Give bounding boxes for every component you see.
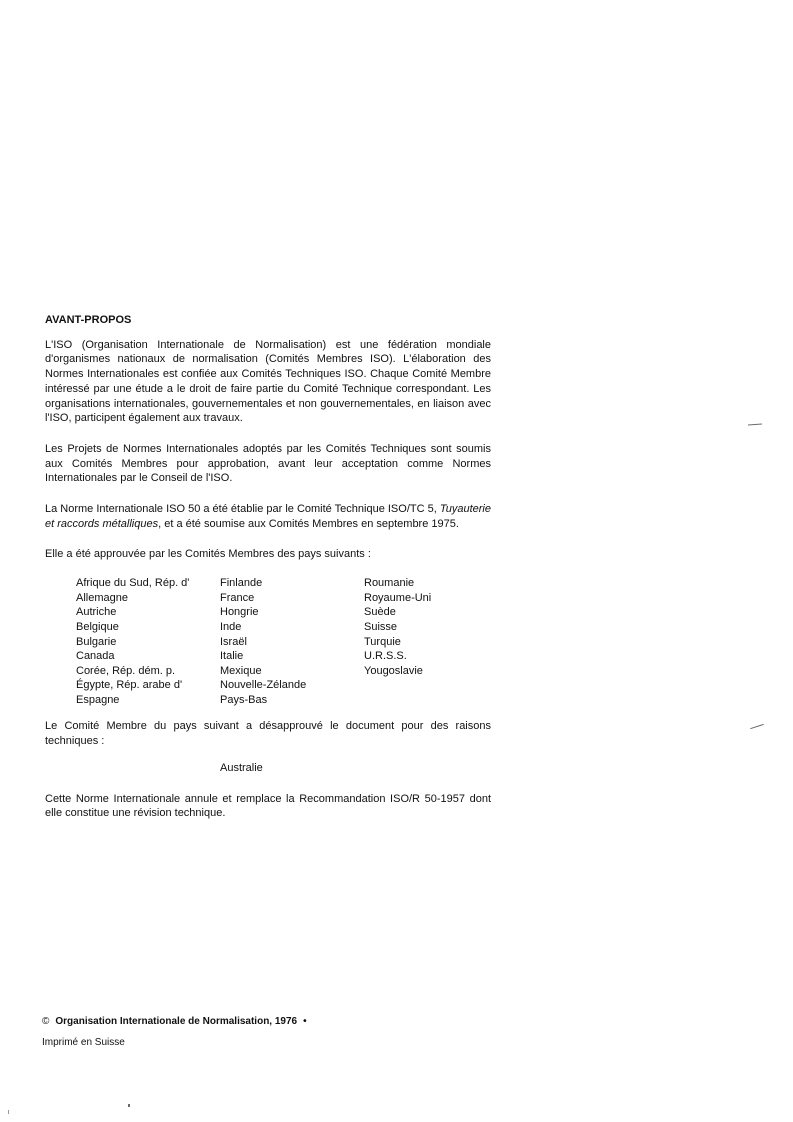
copyright-icon: ©: [42, 1016, 50, 1027]
approval-intro: Elle a été approuvée par les Comités Membres des pays suivants :: [45, 548, 371, 561]
country-item: Bulgarie: [76, 635, 117, 648]
country-item: Turquie: [364, 635, 401, 648]
country-item: Corée, Rép. dém. p.: [76, 664, 176, 677]
country-item: Canada: [76, 650, 115, 663]
replacement-note: Cette Norme Internationale annule et remplace la Recommandation ISO/R 50-1957 dont elle constitue une révision technique.: [45, 792, 491, 820]
country-item: Mexique: [220, 664, 262, 677]
country-item: Finlande: [220, 577, 263, 590]
foreword-heading: AVANT-PROPOS: [45, 314, 132, 326]
country-item: Autriche: [76, 606, 117, 619]
countries-column-3: [364, 576, 494, 707]
standard-origin-text: La Norme Internationale ISO 50 a été établie par le Comité Technique ISO/TC 5,: [45, 503, 437, 516]
scan-mark: [128, 1104, 130, 1107]
country-item: Yougoslavie: [364, 664, 423, 677]
foreword-section: [45, 313, 491, 821]
country-item: Belgique: [76, 620, 119, 633]
country-item: Inde: [220, 620, 242, 633]
copyright-line: [42, 1016, 307, 1027]
scan-mark: [748, 424, 762, 426]
standard-origin-text-end: , et a été soumise aux Comités Membres en septembre 1975.: [158, 517, 459, 530]
approving-countries-list: [76, 576, 491, 707]
country-item: Israël: [220, 635, 247, 648]
country-item: Hongrie: [220, 606, 259, 619]
disapproving-country: Australie: [220, 761, 263, 774]
scan-mark: [750, 724, 764, 729]
scan-mark: [8, 1110, 9, 1114]
draft-standards-paragraph: Les Projets de Normes Internationales adoptés par les Comités Techniques sont soumis aux Comités Membres pour approbation, avant leur acceptation comme Normes Internationales par le Conseil de l'ISO.: [45, 442, 491, 485]
bullet-icon: •: [303, 1016, 307, 1027]
country-item: Roumanie: [364, 577, 415, 590]
country-item: France: [220, 591, 255, 604]
country-item: Égypte, Rép. arabe d': [76, 679, 183, 692]
country-item: U.R.S.S.: [364, 650, 407, 663]
countries-column-1: [76, 576, 220, 707]
country-item: Italie: [220, 650, 244, 663]
country-item: Espagne: [76, 693, 120, 706]
country-item: Suède: [364, 606, 396, 619]
printed-in: Imprimé en Suisse: [42, 1037, 125, 1048]
country-item: Afrique du Sud, Rép. d': [76, 577, 190, 590]
country-item: Pays-Bas: [220, 693, 268, 706]
disapproval-intro: Le Comité Membre du pays suivant a désapprouvé le document pour des raisons techniques :: [45, 720, 491, 748]
technical-committee-title: Tuyauterie et raccords métalliques: [45, 503, 491, 530]
country-item: Nouvelle-Zélande: [220, 679, 307, 692]
country-item: Royaume-Uni: [364, 591, 432, 604]
copyright-text: Organisation Internationale de Normalisation, 1976: [55, 1016, 298, 1027]
countries-column-2: [220, 576, 364, 707]
country-item: Suisse: [364, 620, 398, 633]
iso-intro-paragraph: L'ISO (Organisation Internationale de Normalisation) est une fédération mondiale d'organismes nationaux de normalisation (Comités Membres ISO). L'élaboration des Normes Internationales est confiée aux Comités Techniques ISO. Chaque Comité Membre intéressé par une étude a le droit de faire partie du Comité Technique correspondant. Les organisations internationales, gouvernementales et non gouvernementales, en liaison avec l'ISO, participent également aux travaux.: [45, 338, 491, 425]
country-item: Allemagne: [76, 591, 128, 604]
standard-origin-paragraph: [45, 502, 491, 531]
